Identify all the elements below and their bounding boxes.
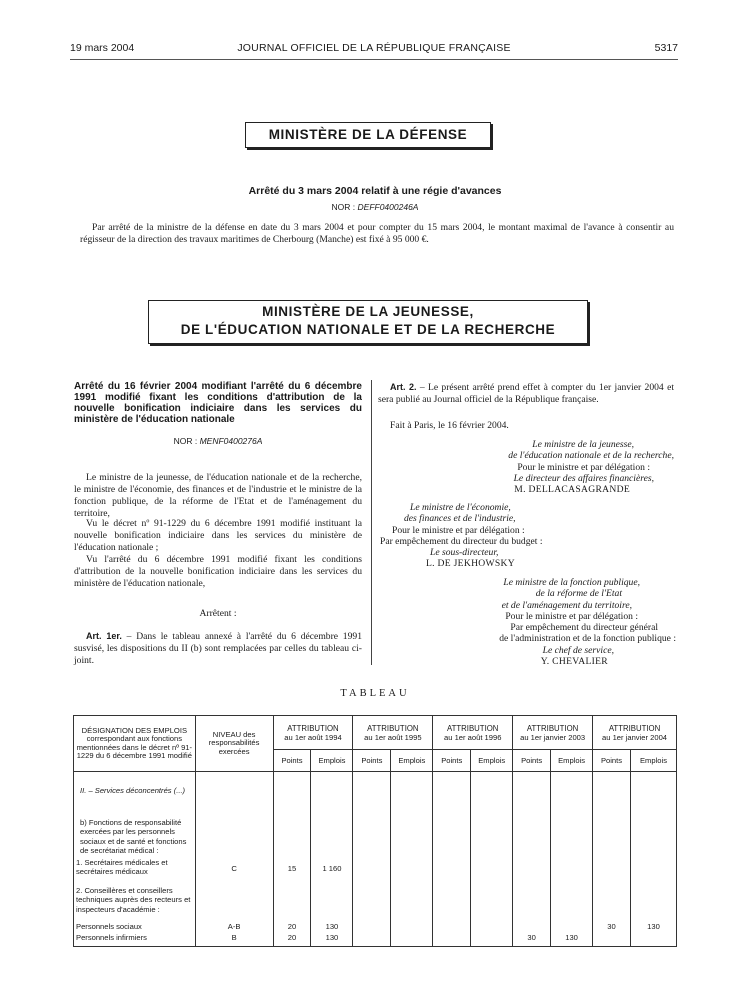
defense-body: Par arrêté de la ministre de la défense en date du 3 mars 2004 et pour compter du 15 mars 2004, le montant maximal de l'avance à consentir au régisseur de la direction des travaux maritimes de Cherbourg (Manche) est fixé à 95 000 €. bbox=[80, 222, 674, 245]
cell bbox=[513, 856, 551, 882]
cell bbox=[433, 812, 471, 856]
header-journal-title: JOURNAL OFFICIEL DE LA RÉPUBLIQUE FRANÇAISE bbox=[237, 42, 511, 54]
header-date: 19 mars 2004 bbox=[70, 42, 135, 54]
attribution-label: ATTRIBUTION bbox=[287, 723, 339, 733]
cell bbox=[391, 772, 433, 812]
article-2-label: Art. 2. bbox=[390, 382, 417, 392]
row-niveau: A-B bbox=[195, 922, 273, 933]
table-row bbox=[74, 856, 677, 882]
cell: 130 bbox=[551, 933, 593, 947]
table-row bbox=[74, 922, 677, 933]
sig2-line2: des finances et de l'industrie, bbox=[404, 513, 516, 525]
jeunesse-nor-code: MENF0400276A bbox=[199, 436, 263, 446]
cell: 15 bbox=[273, 856, 311, 882]
cell bbox=[551, 812, 593, 856]
col-header-emplois: Emplois bbox=[391, 750, 433, 772]
jeunesse-vu-arrete: Vu l'arrêté du 6 décembre 1991 modifié fixant les conditions d'attribution de la nouvelle bonification indiciaire dans les services du ministère de l'éducation nationale, bbox=[74, 554, 362, 589]
sig1-line4: Le directeur des affaires financières, bbox=[513, 472, 654, 484]
defense-nor-label: NOR : bbox=[331, 202, 358, 212]
cell: 30 bbox=[593, 922, 631, 933]
cell bbox=[433, 882, 471, 922]
cell bbox=[273, 812, 311, 856]
cell: 130 bbox=[311, 922, 353, 933]
cell bbox=[391, 922, 433, 933]
row-niveau bbox=[195, 882, 273, 922]
table-body bbox=[74, 772, 677, 947]
col-header-attribution-1996 bbox=[433, 716, 513, 750]
jeunesse-vu-decret: Vu le décret nº 91-1229 du 6 décembre 1991 modifié instituant la nouvelle bonification indiciaire dans les services du ministère de l'éducation nationale ; bbox=[74, 518, 362, 553]
table-head bbox=[74, 716, 677, 772]
defense-nor-code: DEFF0400246A bbox=[357, 202, 419, 212]
cell bbox=[433, 933, 471, 947]
sig1-line1: Le ministre de la jeunesse, bbox=[532, 439, 634, 450]
col-header-emplois: Emplois bbox=[551, 750, 593, 772]
attribution-date: au 1er août 1996 bbox=[444, 732, 502, 742]
cell bbox=[593, 933, 631, 947]
sig3-line4: Pour le ministre et par délégation : bbox=[505, 610, 638, 622]
jeunesse-nor bbox=[74, 436, 362, 446]
cell bbox=[630, 882, 676, 922]
col-header-emplois: Emplois bbox=[630, 750, 676, 772]
cell bbox=[311, 812, 353, 856]
cell bbox=[311, 772, 353, 812]
signature-block-fonction-publique bbox=[440, 577, 676, 667]
attribution-date: au 1er août 1994 bbox=[284, 732, 342, 742]
attribution-label: ATTRIBUTION bbox=[526, 723, 579, 733]
cell bbox=[471, 772, 513, 812]
cell bbox=[391, 856, 433, 882]
cell bbox=[391, 812, 433, 856]
col-header-attribution-1995 bbox=[353, 716, 433, 750]
attribution-label: ATTRIBUTION bbox=[608, 723, 661, 733]
cell bbox=[391, 933, 433, 947]
header-page-number: 5317 bbox=[654, 42, 678, 54]
defense-arrete-title: Arrêté du 3 mars 2004 relatif à une régie d'avances bbox=[248, 185, 502, 197]
col-header-designation: DÉSIGNATION DES EMPLOIS correspondant aux fonctions mentionnées dans le décret nº 91-1229 du 6 décembre 1991 modifié bbox=[74, 716, 196, 772]
col-header-points: Points bbox=[593, 750, 631, 772]
row-label: 1. Secrétaires médicales et secrétaires médicaux bbox=[74, 856, 196, 882]
col-header-niveau: NIVEAU des responsabilités exercées bbox=[195, 716, 273, 772]
cell bbox=[273, 882, 311, 922]
cell bbox=[513, 772, 551, 812]
row-label: Personnels sociaux bbox=[74, 922, 196, 933]
cell bbox=[471, 856, 513, 882]
running-header bbox=[70, 42, 678, 58]
cell bbox=[391, 882, 433, 922]
cell bbox=[630, 812, 676, 856]
sig1-signatory: M. DELLACASAGRANDE bbox=[514, 484, 630, 496]
cell bbox=[353, 772, 391, 812]
cell bbox=[471, 933, 513, 947]
sig1-line2: de l'éducation nationale et de la recherche, bbox=[508, 450, 674, 462]
table-row bbox=[74, 812, 677, 856]
cell bbox=[353, 933, 391, 947]
cell bbox=[353, 922, 391, 933]
cell bbox=[433, 856, 471, 882]
cell bbox=[513, 812, 551, 856]
attribution-date: au 1er août 1995 bbox=[364, 732, 422, 742]
cell bbox=[353, 882, 391, 922]
sig3-line7: Le chef de service, bbox=[542, 644, 614, 656]
col-header-emplois: Emplois bbox=[471, 750, 513, 772]
cell bbox=[353, 812, 391, 856]
cell bbox=[433, 922, 471, 933]
cell bbox=[551, 772, 593, 812]
attribution-date: au 1er janvier 2004 bbox=[602, 732, 668, 742]
cell bbox=[471, 922, 513, 933]
cell: 20 bbox=[273, 933, 311, 947]
sig3-line3: et de l'aménagement du territoire, bbox=[501, 599, 632, 611]
row-niveau bbox=[195, 772, 273, 812]
jeunesse-arretent: Arrêtent : bbox=[199, 608, 237, 619]
col-header-points: Points bbox=[353, 750, 391, 772]
jeunesse-article-1 bbox=[74, 630, 362, 667]
cell bbox=[551, 882, 593, 922]
jeunesse-article-2 bbox=[378, 381, 674, 406]
sig2-line3: Pour le ministre et par délégation : bbox=[392, 524, 525, 536]
sig3-line2: de la réforme de l'Etat bbox=[535, 588, 622, 600]
article-1-text: – Dans le tableau annexé à l'arrêté du 6 décembre 1991 susvisé, les dispositions du II (b) sont remplacées par celles du tableau ci-joint. bbox=[74, 631, 362, 666]
article-2-text: – Le présent arrêté prend effet à compter du 1er janvier 2004 et sera publié au Journal officiel de la République française. bbox=[378, 382, 674, 405]
cell bbox=[630, 856, 676, 882]
ministry-defense-box bbox=[245, 122, 491, 148]
table-row bbox=[74, 772, 677, 812]
defense-nor bbox=[0, 202, 750, 212]
cell: 130 bbox=[630, 922, 676, 933]
cell bbox=[513, 922, 551, 933]
row-niveau: B bbox=[195, 933, 273, 947]
col-header-points: Points bbox=[433, 750, 471, 772]
cell bbox=[593, 812, 631, 856]
cell: 130 bbox=[311, 933, 353, 947]
signature-block-economie bbox=[380, 502, 630, 570]
jeunesse-preamble: Le ministre de la jeunesse, de l'éducation nationale et de la recherche, le ministre de l'économie, des finances et de l'industrie et le ministre de la fonction publique, de la réforme de l'Etat et de l'aménagement du territoire, bbox=[74, 472, 362, 519]
col-header-attribution-2004 bbox=[593, 716, 677, 750]
col-header-emplois: Emplois bbox=[311, 750, 353, 772]
cell bbox=[551, 856, 593, 882]
cell bbox=[593, 882, 631, 922]
fait-a-paris: Fait à Paris, le 16 février 2004. bbox=[390, 420, 509, 431]
sig3-signatory: Y. CHEVALIER bbox=[540, 656, 608, 668]
cell bbox=[630, 772, 676, 812]
sig3-line5: Par empêchement du directeur général bbox=[510, 622, 658, 634]
column-divider bbox=[371, 380, 372, 665]
article-1-label: Art. 1er. bbox=[86, 631, 122, 641]
sig3-line6: de l'administration et de la fonction publique : bbox=[499, 633, 676, 645]
cell bbox=[273, 772, 311, 812]
row-label: 2. Conseillères et conseillers techniques auprès des recteurs et inspecteurs d'académie : bbox=[74, 882, 196, 922]
col-header-points: Points bbox=[273, 750, 311, 772]
cell bbox=[513, 882, 551, 922]
header-rule bbox=[70, 59, 678, 60]
row-label: II. – Services déconcentrés (...) bbox=[74, 772, 196, 812]
attribution-date: au 1er janvier 2003 bbox=[520, 732, 586, 742]
cell bbox=[311, 882, 353, 922]
table-row bbox=[74, 933, 677, 947]
cell bbox=[593, 856, 631, 882]
signature-block-education bbox=[420, 439, 674, 495]
ministry-jeunesse-box bbox=[148, 300, 588, 344]
cell bbox=[471, 812, 513, 856]
cell: 30 bbox=[513, 933, 551, 947]
table-row bbox=[74, 882, 677, 922]
cell: 1 160 bbox=[311, 856, 353, 882]
ministry-jeunesse-line2: DE L'ÉDUCATION NATIONALE ET DE LA RECHERCHE bbox=[180, 322, 556, 337]
tableau-title: TABLEAU bbox=[340, 688, 410, 699]
cell bbox=[593, 772, 631, 812]
attribution-table bbox=[73, 715, 677, 947]
ministry-jeunesse-line1: MINISTÈRE DE LA JEUNESSE, bbox=[262, 304, 474, 319]
col-header-points: Points bbox=[513, 750, 551, 772]
cell bbox=[551, 922, 593, 933]
cell: 20 bbox=[273, 922, 311, 933]
sig3-line1: Le ministre de la fonction publique, bbox=[503, 577, 640, 588]
row-label: Personnels infirmiers bbox=[74, 933, 196, 947]
attribution-label: ATTRIBUTION bbox=[447, 723, 499, 733]
ministry-defense-title: MINISTÈRE DE LA DÉFENSE bbox=[268, 127, 468, 142]
col-header-attribution-2003 bbox=[513, 716, 593, 750]
attribution-label: ATTRIBUTION bbox=[367, 723, 419, 733]
sig2-line5: Le sous-directeur, bbox=[430, 547, 499, 559]
col-header-attribution-1994 bbox=[273, 716, 353, 750]
sig1-line3: Pour le ministre et par délégation : bbox=[517, 461, 650, 473]
cell bbox=[630, 933, 676, 947]
jeunesse-nor-label: NOR : bbox=[173, 436, 200, 446]
sig2-signatory: L. DE JEKHOWSKY bbox=[426, 558, 515, 570]
row-label: b) Fonctions de responsabilité exercées par les personnels sociaux et de santé et fonctions de secrétariat médical : bbox=[74, 812, 196, 856]
cell bbox=[471, 882, 513, 922]
row-niveau: C bbox=[195, 856, 273, 882]
jeunesse-arrete-title: Arrêté du 16 février 2004 modifiant l'arrêté du 6 décembre 1991 modifié fixant les conditions d'attribution de la nouvelle bonification indiciaire dans les services du ministère de l'éducation nationale bbox=[74, 381, 362, 425]
row-niveau bbox=[195, 812, 273, 856]
sig2-line1: Le ministre de l'économie, bbox=[410, 502, 511, 513]
cell bbox=[433, 772, 471, 812]
sig2-line4: Par empêchement du directeur du budget : bbox=[380, 535, 543, 547]
cell bbox=[353, 856, 391, 882]
